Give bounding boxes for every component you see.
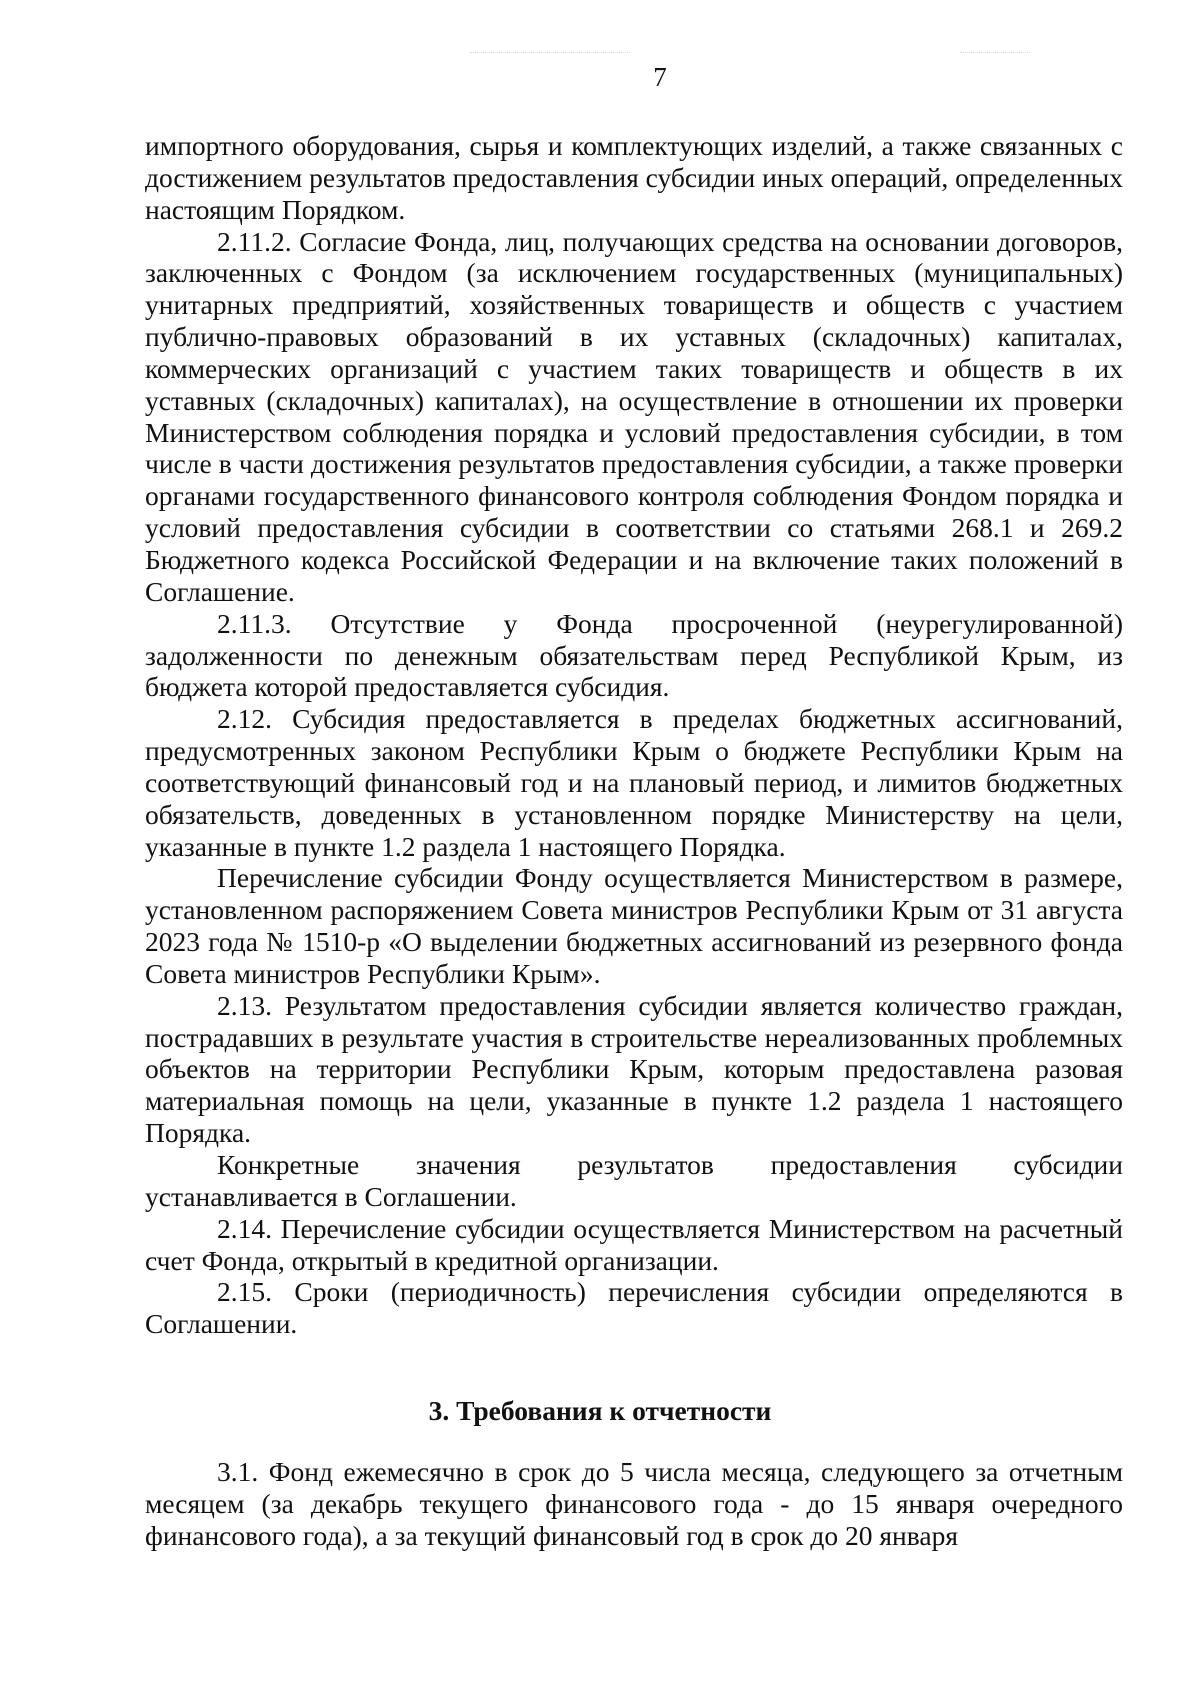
paragraph: 3.1. Фонд ежемесячно в срок до 5 числа месяца, следующего за отчетным месяцем (за декабрь текущего финансового года - до 15 января очередного финансового года), а за текущий финансовый год в срок до 20 января: [145, 1456, 1123, 1551]
paragraph: 2.14. Перечисление субсидии осуществляется Министерством на расчетный счет Фонда, открытый в кредитной организации.: [145, 1212, 1123, 1276]
paragraph: 2.11.3. Отсутствие у Фонда просроченной (неурегулированной) задолженности по денежным обязательствам перед Республикой Крым, из бюджета которой предоставляется субсидия.: [145, 607, 1123, 703]
scan-artifact: [470, 52, 630, 59]
section-title: 3. Требования к отчетности: [428, 1395, 772, 1426]
paragraph: 2.11.2. Согласие Фонда, лиц, получающих средства на основании договоров, заключенных с Фондом (за исключением государственных (муниципальных) унитарных предприятий, хозяйственных товариществ и обществ с участием публично-правовых образований в их уставных (складочных) капиталах, коммерческих организаций с участием таких товариществ и обществ в их уставных (складочных) капиталах), на осуществление в отношении их проверки Министерством соблюдения порядка и условий предоставления субсидии, в том числе в части достижения результатов предоставления субсидии, а также проверки органами государственного финансового контроля соблюдения Фондом порядка и условий предоставления субсидии в соответствии со статьями 268.1 и 269.2 Бюджетного кодекса Российской Федерации и на включение таких положений в Соглашение.: [145, 225, 1123, 607]
paragraph: Перечисление субсидии Фонду осуществляется Министерством в размере, установленном распоряжением Совета министров Республики Крым от 31 августа 2023 года № 1510-р «О выделении бюджетных ассигнований из резервного фонда Совета министров Республики Крым».: [145, 862, 1123, 989]
page-number: 7: [653, 62, 667, 92]
scan-artifact: [960, 52, 1030, 59]
paragraph: 2.15. Сроки (периодичность) перечисления субсидии определяются в Соглашении.: [145, 1276, 1123, 1340]
paragraph: 2.12. Субсидия предоставляется в пределах бюджетных ассигнований, предусмотренных законом Республики Крым о бюджете Республики Крым на соответствующий финансовый год и на плановый период, и лимитов бюджетных обязательств, доведенных в установленном порядке Министерству на цели, указанные в пункте 1.2 раздела 1 настоящего Порядка.: [145, 703, 1123, 862]
document-body: [145, 130, 1123, 1340]
section-body: [145, 1456, 1123, 1552]
paragraph: импортного оборудования, сырья и комплектующих изделий, а также связанных с достижением результатов предоставления субсидии иных операций, определенных настоящим Порядком.: [145, 130, 1123, 225]
paragraph: Конкретные значения результатов предоставления субсидии устанавливается в Соглашении.: [145, 1149, 1123, 1212]
paragraph: 2.13. Результатом предоставления субсидии является количество граждан, пострадавших в результате участия в строительстве нереализованных проблемных объектов на территории Республики Крым, которым предоставлена разовая материальная помощь на цели, указанные в пункте 1.2 раздела 1 настоящего Порядка.: [145, 989, 1123, 1149]
